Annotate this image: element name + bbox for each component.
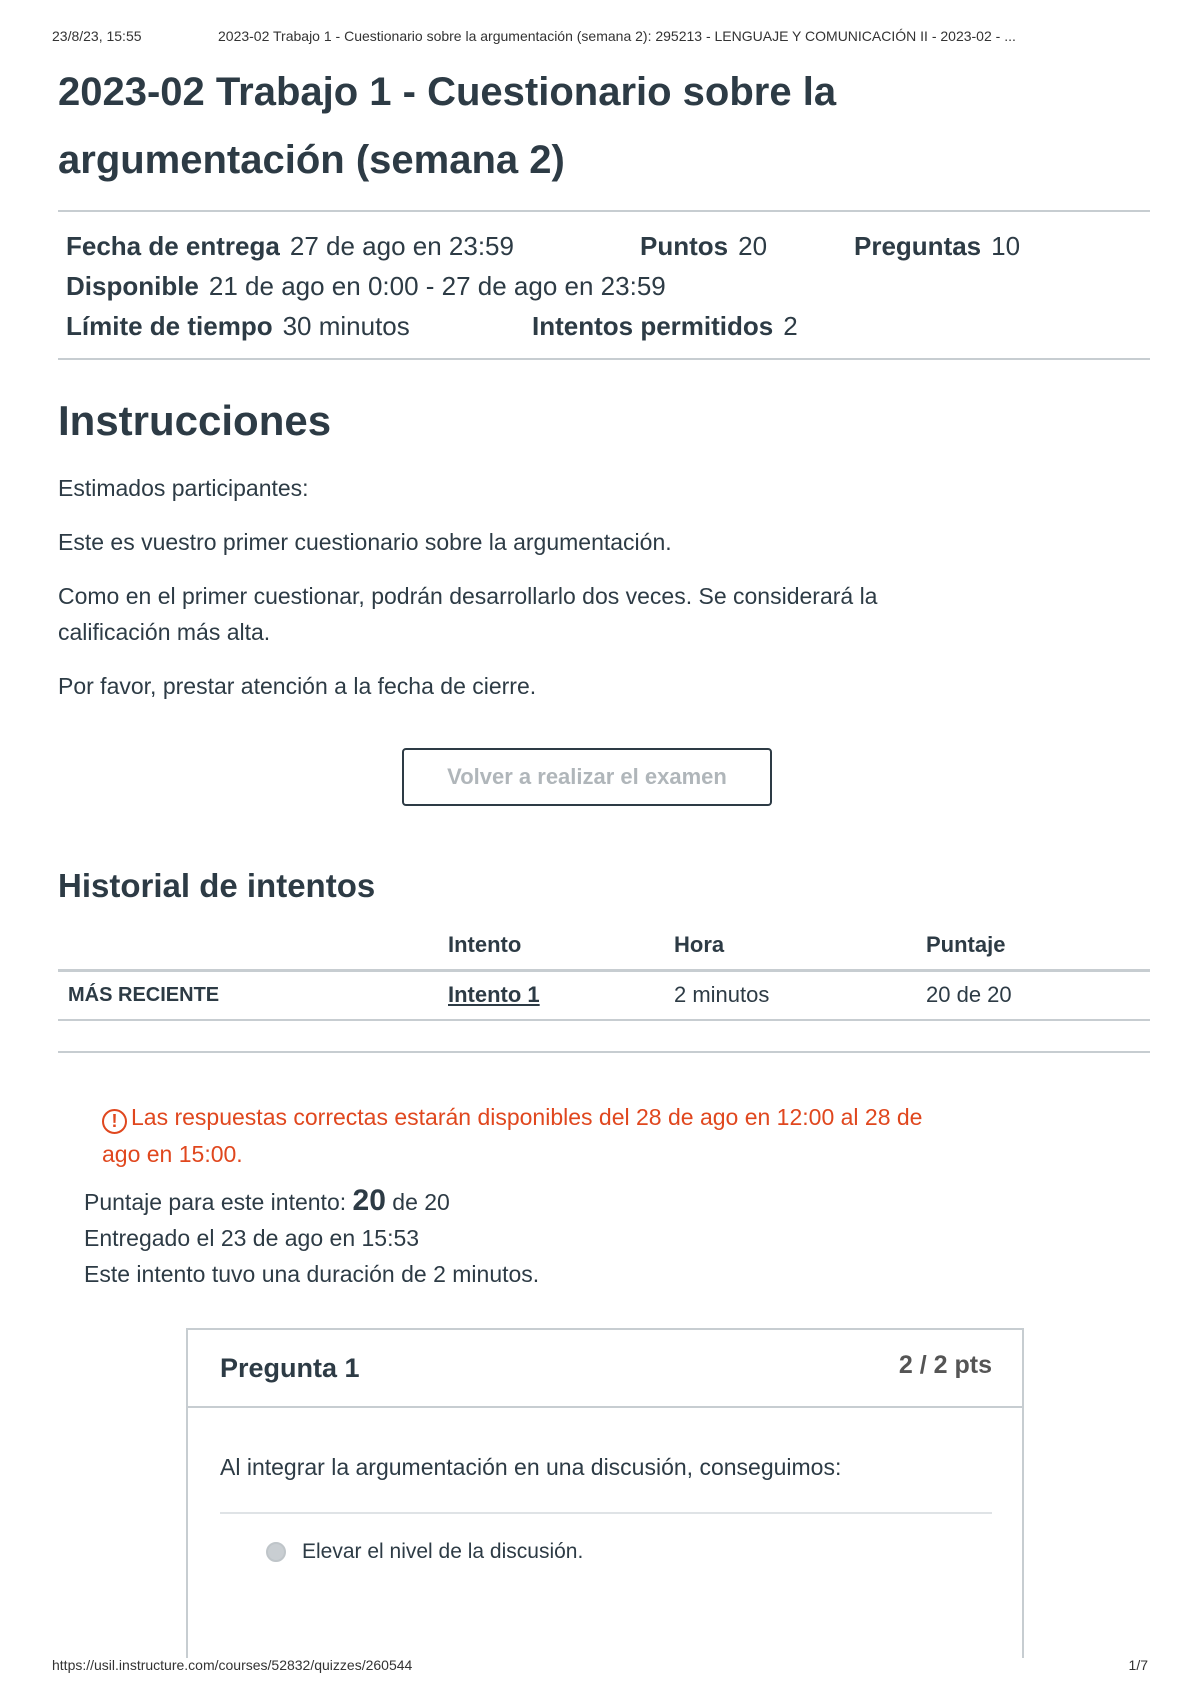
page-title-line-1: 2023-02 Trabajo 1 - Cuestionario sobre la [58, 70, 837, 114]
question-card [186, 1328, 1024, 1658]
column-header-time: Hora [664, 922, 916, 970]
answer-label: Elevar el nivel de la discusión. [302, 1540, 584, 1563]
questions-value: 10 [991, 231, 1021, 261]
attempt-link[interactable]: Intento 1 [448, 982, 540, 1008]
question-body [188, 1408, 1022, 1564]
details-row-2 [66, 266, 1142, 306]
page-url: https://usil.instructure.com/courses/52832/quizzes/260544 [52, 1657, 413, 1673]
points-value: 20 [738, 231, 768, 261]
print-doc-title: 2023-02 Trabajo 1 - Cuestionario sobre la argumentación (semana 2): 295213 - LENGUAJE Y COMUNICACIÓN II - 2023-02 - ... [218, 28, 1016, 44]
page-number: 1/7 [1128, 1657, 1148, 1673]
due-date-value: 27 de ago en 23:59 [289, 231, 514, 261]
submitted-at: Entregado el 23 de ago en 15:53 [84, 1225, 420, 1251]
points [640, 226, 854, 266]
retake-quiz-button[interactable]: Volver a realizar el examen [402, 748, 772, 806]
column-header-empty [58, 922, 438, 970]
attempt-cell [438, 970, 664, 1020]
retake-button-wrapper [58, 748, 1150, 806]
table-row [58, 970, 1150, 1020]
question-title: Pregunta 1 [220, 1352, 360, 1383]
instructions-body [58, 470, 1150, 704]
print-datetime: 23/8/23, 15:55 [52, 28, 142, 44]
table-header-row [58, 922, 1150, 970]
score-prefix: Puntaje para este intento: [84, 1189, 347, 1215]
divider [220, 1512, 992, 1514]
score-suffix: de 20 [392, 1189, 450, 1215]
divider [58, 358, 1150, 360]
warning-icon: ! [102, 1109, 127, 1134]
available-value: 21 de ago en 0:00 - 27 de ago en 23:59 [208, 271, 666, 301]
time-limit [66, 306, 532, 346]
attempt-history-heading: Historial de intentos [58, 867, 376, 904]
due-date [66, 226, 640, 266]
score-cell: 20 de 20 [916, 970, 1150, 1020]
page-title-line-2: argumentación (semana 2) [58, 138, 565, 182]
due-date-label: Fecha de entrega [66, 231, 280, 261]
alert-text-line-1: Las respuestas correctas estarán disponibles del 28 de ago en 12:00 al 28 de [131, 1104, 923, 1130]
alert-text-line-2: ago en 15:00. [102, 1141, 243, 1167]
quiz-details [58, 212, 1150, 358]
most-recent-label: MÁS RECIENTE [58, 970, 438, 1020]
print-header [52, 28, 1148, 44]
instructions-paragraph: Estimados participantes: [58, 475, 309, 501]
attempts-label: Intentos permitidos [532, 311, 774, 341]
attempts-value: 2 [783, 311, 798, 341]
details-row-3 [66, 306, 1142, 346]
answer-option[interactable] [220, 1540, 992, 1564]
attempt-score [84, 1183, 1150, 1220]
instructions-paragraph: Este es vuestro primer cuestionario sobre la argumentación. [58, 529, 672, 555]
instructions-paragraph: Por favor, prestar atención a la fecha de cierre. [58, 673, 537, 699]
question-header [188, 1330, 1022, 1408]
attempt-history-table [58, 922, 1150, 1021]
details-row-1 [66, 226, 1142, 266]
questions-label: Preguntas [854, 231, 982, 261]
score-value: 20 [352, 1184, 386, 1217]
allowed-attempts [532, 306, 798, 346]
instructions-line: Como en el primer cuestionar, podrán desarrollarlo dos veces. Se considerará la [58, 583, 878, 609]
answers-availability-alert [102, 1099, 1062, 1173]
points-label: Puntos [640, 231, 729, 261]
instructions-heading: Instrucciones [58, 397, 332, 444]
attempt-duration: Este intento tuvo una duración de 2 minutos. [84, 1261, 540, 1287]
time-limit-label: Límite de tiempo [66, 311, 273, 341]
quiz-content [58, 58, 1150, 1292]
instructions-paragraph [58, 578, 1150, 650]
question-text: Al integrar la argumentación en una discusión, conseguimos: [220, 1454, 842, 1480]
available-label: Disponible [66, 271, 199, 301]
column-header-score: Puntaje [916, 922, 1150, 970]
column-header-attempt: Intento [438, 922, 664, 970]
time-cell: 2 minutos [664, 970, 916, 1020]
question-points: 2 / 2 pts [898, 1350, 992, 1379]
radio-button-icon[interactable] [266, 1542, 286, 1562]
questions-count [854, 226, 1020, 266]
availability [66, 266, 666, 306]
instructions-line: calificación más alta. [58, 619, 271, 645]
divider [58, 1051, 1150, 1053]
time-limit-value: 30 minutos [282, 311, 410, 341]
attempt-summary [84, 1183, 1150, 1292]
print-footer [52, 1657, 1148, 1673]
page-title [58, 58, 1150, 194]
